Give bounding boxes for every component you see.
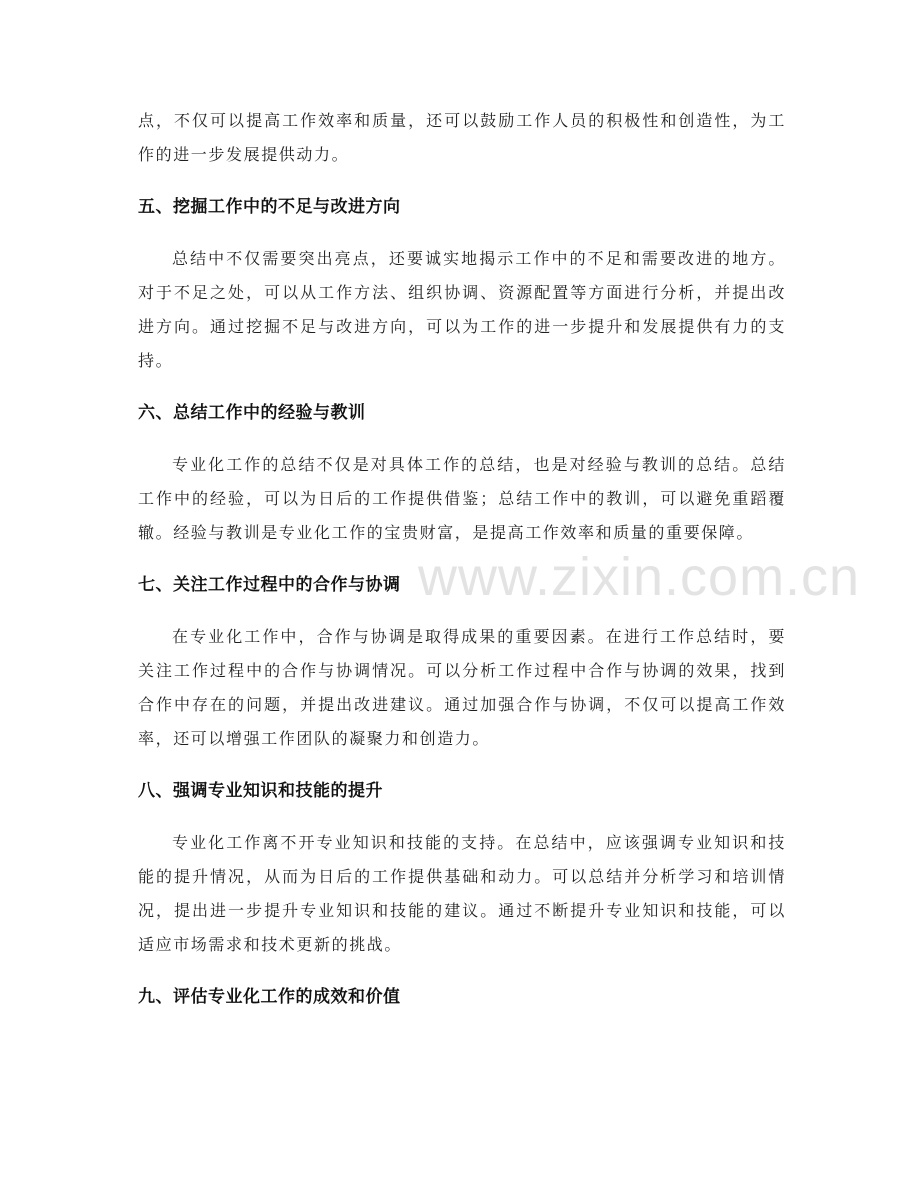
section-8-heading: 八、强调专业知识和技能的提升: [138, 781, 383, 801]
watermark: www.zixin.com.cn: [418, 547, 861, 607]
section-5-heading: 五、挖掘工作中的不足与改进方向: [138, 197, 401, 217]
section-5-paragraph: 总结中不仅需要突出亮点，还要诚实地揭示工作中的不足和需要改进的地方。对于不足之处，可以从工作方法、组织协调、资源配置等方面进行分析，并提出改进方向。通过挖掘不足与改进方向，可以为工作的进一步提升和发展提供有力的支持。: [138, 249, 786, 370]
section-7-heading: 七、关注工作过程中的合作与协调: [138, 575, 401, 595]
intro-continuation-paragraph: 点，不仅可以提高工作效率和质量，还可以鼓励工作人员的积极性和创造性，为工作的进一步发展提供动力。: [138, 111, 786, 164]
section-6-heading: 六、总结工作中的经验与教训: [138, 403, 366, 423]
document-body: [138, 104, 786, 1014]
section-7-paragraph: 在专业化工作中，合作与协调是取得成果的重要因素。在进行工作总结时，要关注工作过程中的合作与协调情况。可以分析工作过程中合作与协调的效果，找到合作中存在的问题，并提出改进建议。通过加强合作与协调，不仅可以提高工作效率，还可以增强工作团队的凝聚力和创造力。: [138, 627, 786, 748]
section-6-paragraph: 专业化工作的总结不仅是对具体工作的总结，也是对经验与教训的总结。总结工作中的经验，可以为日后的工作提供借鉴；总结工作中的教训，可以避免重蹈覆辙。经验与教训是专业化工作的宝贵财富，是提高工作效率和质量的重要保障。: [138, 455, 786, 542]
section-9-heading: 九、评估专业化工作的成效和价值: [138, 987, 401, 1007]
section-8-paragraph: 专业化工作离不开专业知识和技能的支持。在总结中，应该强调专业知识和技能的提升情况，从而为日后的工作提供基础和动力。可以总结并分析学习和培训情况，提出进一步提升专业知识和技能的建议。通过不断提升专业知识和技能，可以适应市场需求和技术更新的挑战。: [138, 833, 786, 954]
